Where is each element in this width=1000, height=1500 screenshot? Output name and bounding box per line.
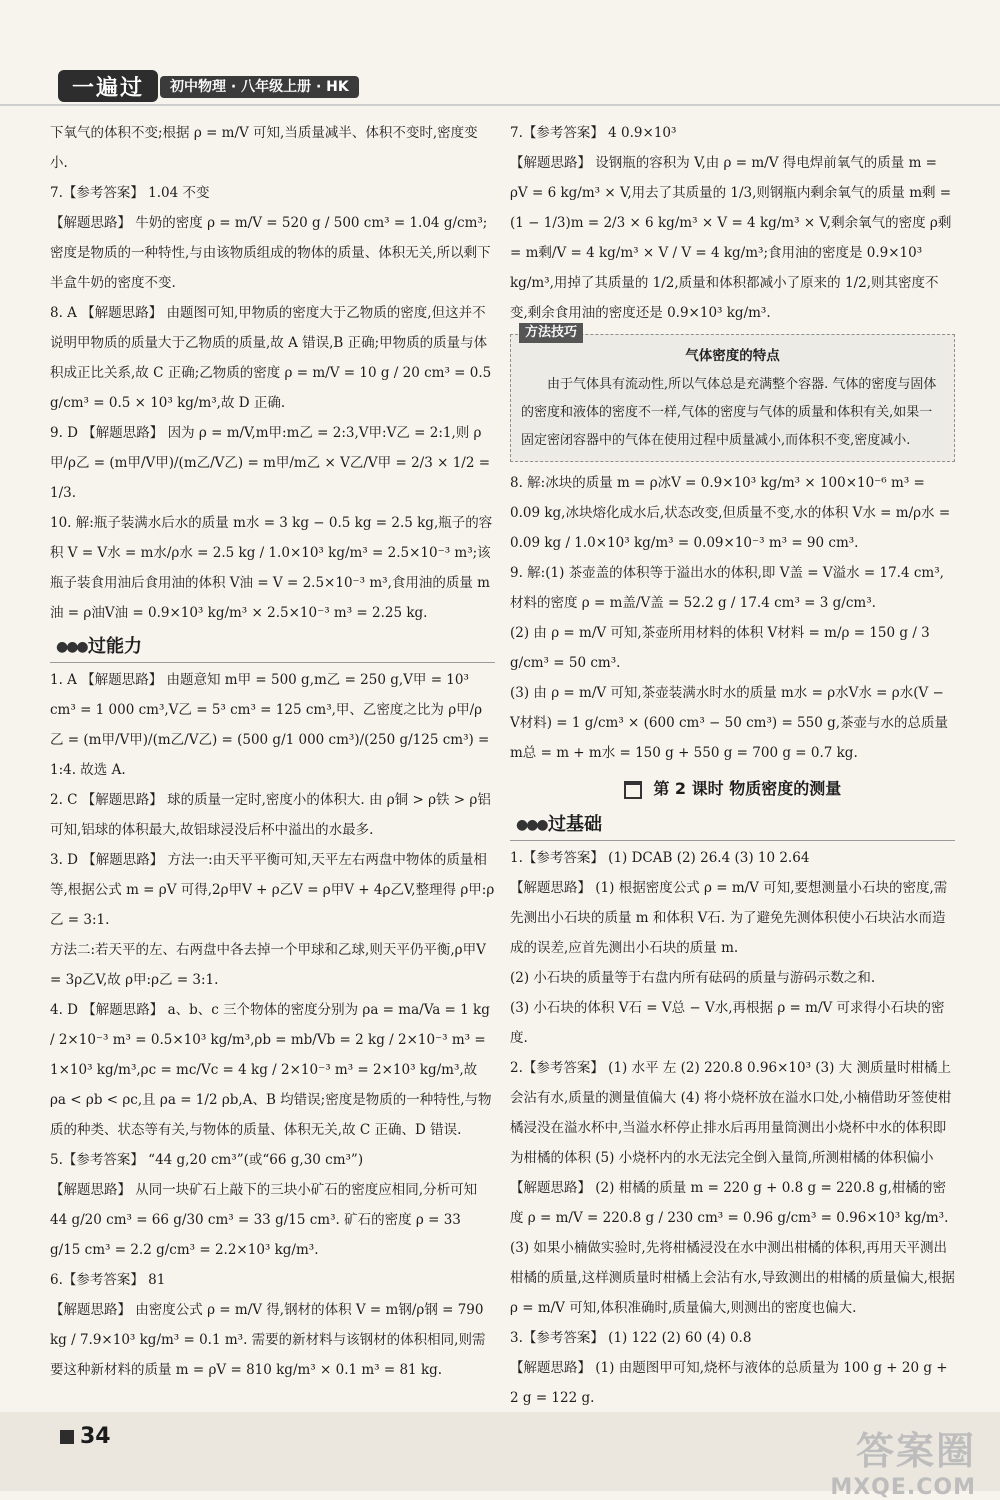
answer-paragraph: 方法二:若天平的左、右两盘中各去掉一个甲球和乙球,则天平仍平衡,ρ甲V = 3ρ乙V,故 ρ甲:ρ乙 = 3:1.: [50, 942, 486, 988]
answer-paragraph: (2) 小石块的质量等于右盘内所有砝码的质量与游码示数之和.: [510, 970, 876, 986]
page-header: [0, 66, 1000, 106]
answer-paragraph: 2. C 【解题思路】 球的质量一定时,密度小的体积大. 由 ρ铜 > ρ铁 > ρ铝 可知,铝球的体积最大,故铝球浸没后杯中溢出的水最多.: [50, 792, 491, 838]
book-subtitle: 初中物理 · 八年级上册 · HK: [160, 76, 359, 98]
answer-paragraph: 8. A 【解题思路】 由题图可知,甲物质的密度大于乙物质的密度,但这并不说明甲物质的质量大于乙物质的质量,故 A 错误,B 正确;甲物质的质量与体积成正比关系,故 C 正确;乙物质的密度 ρ = m/V = 10 g / 20 cm³ = 0.5 g/cm³ = 0.5 × 10³ kg/m³,故 D 正确.: [50, 305, 492, 411]
answer-paragraph: 【解题思路】 (2) 柑橘的质量 m = 220 g + 0.8 g = 220.8 g,柑橘的密度 ρ = m/V = 220.8 g / 230 cm³ = 0.96 g/cm³ = 0.96×10³ kg/m³.: [510, 1180, 949, 1226]
answer-paragraph: 1. A 【解题思路】 由题意知 m甲 = 500 g,m乙 = 250 g,V甲 = 10³ cm³ = 1 000 cm³,V乙 = 5³ cm³ = 125 cm³,甲、乙密度之比为 ρ甲/ρ乙 = (m甲/V甲)/(m乙/V乙) = (500 g/1 000 cm³)/(250 g/125 cm³) = 1:4. 故选 A.: [50, 672, 490, 778]
answer-paragraph: 【解题思路】 牛奶的密度 ρ = m/V = 520 g / 500 cm³ = 1.04 g/cm³;密度是物质的一种特性,与由该物质组成的物体的质量、体积无关,所以剩下半盒牛奶的密度不变.: [50, 215, 491, 291]
lesson-title-text: 第 2 课时 物质密度的测量: [653, 779, 842, 798]
watermark: [830, 1420, 976, 1500]
answer-paragraph: 【解题思路】 (1) 根据密度公式 ρ = m/V 可知,要想测量小石块的密度,需先测出小石块的质量 m 和体积 V石. 为了避免先测体积使小石块沾水而造成的误差,应首先测出小石块的质量 m.: [510, 880, 948, 956]
book-icon: [624, 781, 642, 799]
method-tip-box: [510, 325, 955, 462]
answer-paragraph: 4. D 【解题思路】 a、b、c 三个物体的密度分别为 ρa = ma/Va = 1 kg / 2×10⁻³ m³ = 0.5×10³ kg/m³,ρb = mb/Vb = 2 kg / 2×10⁻³ m³ = 1×10³ kg/m³,ρc = mc/Vc = 4 kg / 2×10⁻³ m³ = 2×10³ kg/m³,故 ρa < ρb < ρc,且 ρa = 1/2 ρb,A、B 均错误;密度是物质的一种特性,与物质的种类、状态等有关,与物体的质量、体积无关,故 C 正确、D 错误.: [50, 1002, 492, 1138]
answer-paragraph: 3. D 【解题思路】 方法一:由天平平衡可知,天平左右两盘中物体的质量相等,根据公式 m = ρV 可得,2ρ甲V + ρ乙V = ρ甲V + 4ρ乙V,整理得 ρ甲:ρ乙 = 3:1.: [50, 852, 495, 928]
answer-paragraph: (2) 由 ρ = m/V 可知,茶壶所用材料的体积 V材料 = m/ρ = 150 g / 3 g/cm³ = 50 cm³.: [510, 625, 930, 671]
section-title-text: 过能力: [88, 636, 142, 657]
lesson-title: [510, 774, 955, 804]
answer-paragraph: (3) 由 ρ = m/V 可知,茶壶装满水时水的质量 m水 = ρ水V水 = ρ水(V − V材料) = 1 g/cm³ × (600 cm³ − 50 cm³) = 550 g,茶壶与水的总质量 m总 = m + m水 = 150 g + 550 g = 700 g = 0.7 kg.: [510, 685, 949, 761]
header-divider: [0, 104, 1000, 106]
answer-paragraph: 1.【参考答案】 (1) DCAB (2) 26.4 (3) 10 2.64: [510, 850, 810, 866]
answer-paragraph: 下氧气的体积不变;根据 ρ = m/V 可知,当质量减半、体积不变时,密度变小.: [50, 125, 478, 171]
answer-paragraph: 3.【参考答案】 (1) 122 (2) 60 (4) 0.8: [510, 1330, 752, 1346]
tip-body: 由于气体具有流动性,所以气体总是充满整个容器. 气体的密度与固体的密度和液体的密度不一样,气体的密度与气体的质量和体积有关,如果一固定密闭容器中的气体在使用过程中质量减小,而体积不变,密度减小.: [521, 377, 937, 448]
answer-paragraph: 9. 解:(1) 茶壶盖的体积等于溢出水的体积,即 V盖 = V溢水 = 17.4 cm³,材料的密度 ρ = m盖/V盖 = 52.2 g / 17.4 cm³ = 3 g/cm³.: [510, 565, 944, 611]
answer-paragraph: 【解题思路】 设钢瓶的容积为 V,由 ρ = m/V 得电焊前氧气的质量 m = ρV = 6 kg/m³ × V,用去了其质量的 1/3,则钢瓶内剩余氧气的质量 m剩 = (1 − 1/3)m = 2/3 × 6 kg/m³ × V = 4 kg/m³ × V,剩余氧气的密度 ρ剩 = m剩/V = 4 kg/m³ × V / V = 4 kg/m³;食用油的密度是 0.9×10³ kg/m³,用掉了其质量的 1/2,质量和体积都减小了原来的 1/2,则其密度不变,剩余食用油的密度还是 0.9×10³ kg/m³.: [510, 155, 952, 321]
tip-title: 气体密度的特点: [685, 348, 780, 364]
answer-paragraph: 7.【参考答案】 4 0.9×10³: [510, 125, 677, 141]
answer-paragraph: 2.【参考答案】 (1) 水平 左 (2) 220.8 0.96×10³ (3) 大 测质量时柑橘上会沾有水,质量的测量值偏大 (4) 将小烧杯放在溢水口处,小楠借助牙签使柑橘浸没在溢水杯中,当溢水杯停止排水后再用量筒测出小烧杯中水的体积即为柑橘的体积 (5) 小烧杯内的水无法完全倒入量筒,所测柑橘的体积偏小: [510, 1060, 952, 1166]
answer-paragraph: (3) 小石块的体积 V石 = V总 − V水,再根据 ρ = m/V 可求得小石块的密度.: [510, 1000, 945, 1046]
page-marker-icon: [60, 1430, 74, 1444]
answer-paragraph: 7.【参考答案】 1.04 不变: [50, 185, 210, 201]
left-column: [50, 118, 495, 1385]
page-number-text: 34: [80, 1424, 111, 1449]
answer-paragraph: 5.【参考答案】 “44 g,20 cm³”(或“66 g,30 cm³”): [50, 1152, 364, 1168]
answer-paragraph: (3) 如果小楠做实验时,先将柑橘浸没在水中测出柑橘的体积,再用天平测出柑橘的质量,这样测质量时柑橘上会沾有水,导致测出的柑橘的质量偏大,根据 ρ = m/V 可知,体积准确时,质量偏大,则测出的密度也偏大.: [510, 1240, 955, 1316]
brand-logo: 一遍过: [58, 70, 158, 102]
page-footer: [0, 1412, 1000, 1500]
section-title-basic: [510, 810, 955, 841]
section-title-ability: [50, 632, 495, 663]
answer-paragraph: 9. D 【解题思路】 因为 ρ = m/V,m甲:m乙 = 2:3,V甲:V乙 = 2:1,则 ρ甲/ρ乙 = (m甲/V甲)/(m乙/V乙) = m甲/m乙 × V乙/V甲 = 2/3 × 1/2 = 1/3.: [50, 425, 491, 501]
section-marker-icon: ●●●: [516, 817, 547, 833]
watermark-top: 答案圈: [855, 1429, 976, 1473]
tip-label: 方法技巧: [519, 323, 583, 343]
answer-paragraph: 【解题思路】 (1) 由题图甲可知,烧杯与液体的总质量为 100 g + 20 g + 2 g = 122 g.: [510, 1360, 948, 1406]
page-number: [60, 1424, 111, 1449]
answer-paragraph: 8. 解:冰块的质量 m = ρ冰V = 0.9×10³ kg/m³ × 100×10⁻⁶ m³ = 0.09 kg,冰块熔化成水后,状态改变,但质量不变,水的体积 V水 = m/ρ水 = 0.09 kg / 1.0×10³ kg/m³ = 0.09×10⁻³ m³ = 90 cm³.: [510, 475, 951, 551]
watermark-bottom: MXQE.COM: [830, 1475, 976, 1500]
right-column: [510, 118, 955, 1443]
answer-paragraph: 【解题思路】 由密度公式 ρ = m/V 得,钢材的体积 V = m钢/ρ钢 = 790 kg / 7.9×10³ kg/m³ = 0.1 m³. 需要的新材料与该钢材的体积相同,则需要这种新材料的质量 m = ρV = 810 kg/m³ × 0.1 m³ = 81 kg.: [50, 1302, 486, 1378]
section-marker-icon: ●●●: [56, 639, 87, 655]
section-title-text: 过基础: [548, 814, 602, 835]
answer-paragraph: 10. 解:瓶子装满水后水的质量 m水 = 3 kg − 0.5 kg = 2.5 kg,瓶子的容积 V = V水 = m水/ρ水 = 2.5 kg / 1.0×10³ kg/m³ = 2.5×10⁻³ m³;该瓶子装食用油后食用油的体积 V油 = V = 2.5×10⁻³ m³,食用油的质量 m油 = ρ油V油 = 0.9×10³ kg/m³ × 2.5×10⁻³ m³ = 2.25 kg.: [50, 515, 493, 621]
answer-paragraph: 6.【参考答案】 81: [50, 1272, 166, 1288]
answer-paragraph: 【解题思路】 从同一块矿石上敲下的三块小矿石的密度应相同,分析可知 44 g/20 cm³ = 66 g/30 cm³ = 33 g/15 cm³. 矿石的密度 ρ = 33 g/15 cm³ = 2.2 g/cm³ = 2.2×10³ kg/m³.: [50, 1182, 478, 1258]
